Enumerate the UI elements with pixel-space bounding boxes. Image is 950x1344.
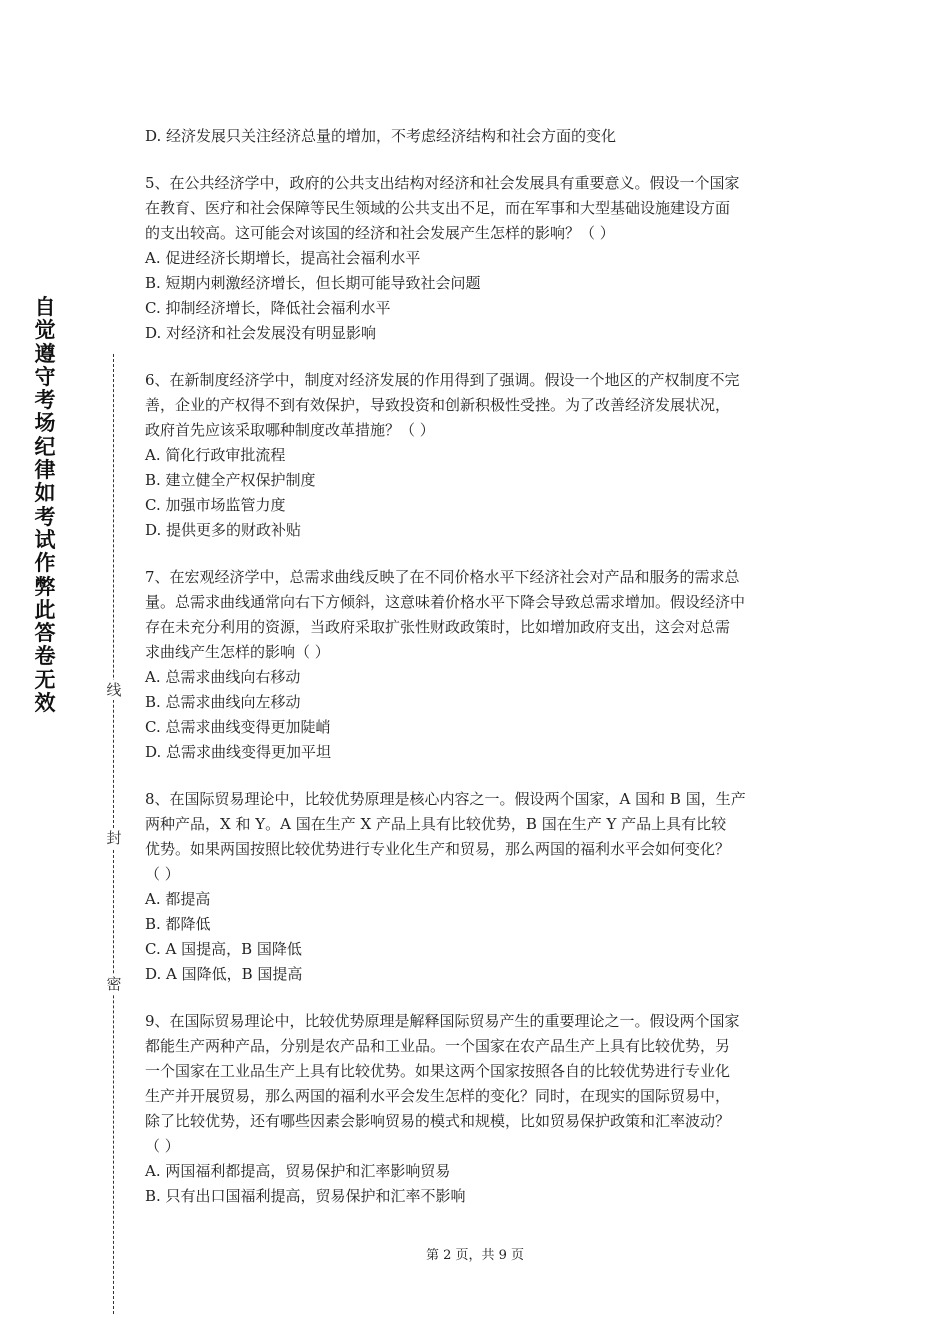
- question-7: [145, 565, 810, 765]
- question-option: D. 总需求曲线变得更加平坦: [145, 743, 332, 761]
- question-option: A. 促进经济长期增长，提高社会福利水平: [145, 249, 421, 267]
- binding-mark-seal: 封: [104, 828, 124, 848]
- exam-discipline-warning: 自觉遵守考场纪律如考试作弊此答卷无效: [34, 295, 56, 716]
- question-text: （ ）: [145, 865, 180, 883]
- question-text: 6、在新制度经济学中，制度对经济发展的作用得到了强调。假设一个地区的产权制度不完: [145, 371, 740, 389]
- question-option: A. 都提高: [145, 890, 211, 908]
- question-6: [145, 368, 810, 543]
- question-text: 9、在国际贸易理论中，比较优势原理是解释国际贸易产生的重要理论之一。假设两个国家: [145, 1012, 740, 1030]
- question-option: D. 提供更多的财政补贴: [145, 521, 302, 539]
- question-option: C. A 国提高，B 国降低: [145, 940, 302, 958]
- question-text: 的支出较高。这可能会对该国的经济和社会发展产生怎样的影响？（ ）: [145, 224, 615, 242]
- question-option: B. 只有出口国福利提高，贸易保护和汇率不影响: [145, 1187, 466, 1205]
- question-text: 除了比较优势，还有哪些因素会影响贸易的模式和规模，比如贸易保护政策和汇率波动？: [145, 1112, 731, 1130]
- binding-mark-line: 线: [104, 680, 124, 700]
- question-option: C. 加强市场监管力度: [145, 496, 286, 514]
- question-text: 政府首先应该采取哪种制度改革措施？（ ）: [145, 421, 435, 439]
- question-option: A. 总需求曲线向右移动: [145, 668, 301, 686]
- question-option: B. 建立健全产权保护制度: [145, 471, 316, 489]
- question-text: 善，企业的产权得不到有效保护，导致投资和创新积极性受挫。为了改善经济发展状况，: [145, 396, 731, 414]
- question-text: 一个国家在工业品生产上具有比较优势。如果这两个国家按照各自的比较优势进行专业化: [145, 1062, 731, 1080]
- question-option: D. 对经济和社会发展没有明显影响: [145, 324, 377, 342]
- question-text: 生产并开展贸易，那么两国的福利水平会发生怎样的变化？同时，在现实的国际贸易中，: [145, 1087, 731, 1105]
- question-5: [145, 171, 810, 346]
- question-option: A. 两国福利都提高，贸易保护和汇率影响贸易: [145, 1162, 451, 1180]
- binding-mark-secret: 密: [104, 974, 124, 994]
- question-text: 7、在宏观经济学中，总需求曲线反映了在不同价格水平下经济社会对产品和服务的需求总: [145, 568, 740, 586]
- page-number-footer: 第 2 页，共 9 页: [425, 1248, 525, 1263]
- question-text: （ ）: [145, 1137, 180, 1155]
- question-text: 优势。如果两国按照比较优势进行专业化生产和贸易，那么两国的福利水平会如何变化？: [145, 840, 731, 858]
- question-text: 量。总需求曲线通常向右下方倾斜，这意味着价格水平下降会导致总需求增加。假设经济中: [145, 593, 746, 611]
- question-option: D. A 国降低，B 国提高: [145, 965, 303, 983]
- question-option: C. 总需求曲线变得更加陡峭: [145, 718, 331, 736]
- question-option: A. 简化行政审批流程: [145, 446, 286, 464]
- question-text: 5、在公共经济学中，政府的公共支出结构对经济和社会发展具有重要意义。假设一个国家: [145, 174, 740, 192]
- question-option: B. 短期内刺激经济增长，但长期可能导致社会问题: [145, 274, 481, 292]
- question-text: 在教育、医疗和社会保障等民生领域的公共支出不足，而在军事和大型基础设施建设方面: [145, 199, 731, 217]
- question-8: [145, 787, 810, 987]
- question-text: 存在未充分利用的资源，当政府采取扩张性财政政策时，比如增加政府支出，这会对总需: [145, 618, 731, 636]
- question-text: 都能生产两种产品，分别是农产品和工业品。一个国家在农产品生产上具有比较优势，另: [145, 1037, 731, 1055]
- question-text: 两种产品，X 和 Y。A 国在生产 X 产品上具有比较优势，B 国在生产 Y 产品上具有比较: [145, 815, 727, 833]
- question-option: B. 都降低: [145, 915, 211, 933]
- question-option: B. 总需求曲线向左移动: [145, 693, 301, 711]
- question-text: 8、在国际贸易理论中，比较优势原理是核心内容之一。假设两个国家，A 国和 B 国，生产: [145, 790, 746, 808]
- question-option: D. 经济发展只关注经济总量的增加，不考虑经济结构和社会方面的变化: [145, 127, 617, 145]
- question-text: 求曲线产生怎样的影响（ ）: [145, 643, 330, 661]
- question-9: [145, 1009, 810, 1209]
- question-list: [145, 124, 810, 1209]
- question-option: C. 抑制经济增长，降低社会福利水平: [145, 299, 391, 317]
